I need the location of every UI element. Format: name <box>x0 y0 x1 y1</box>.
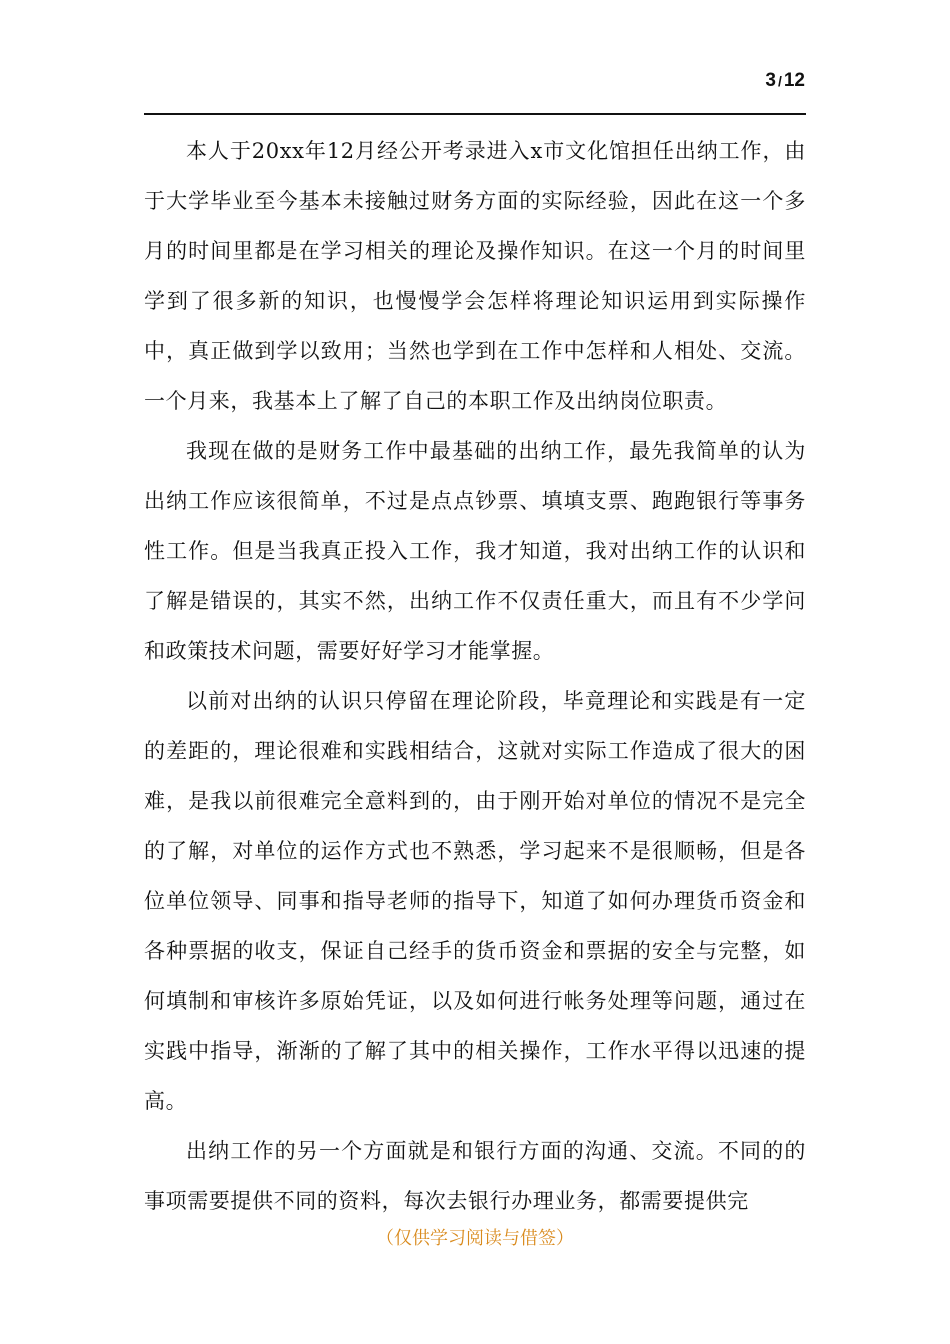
header-divider <box>144 113 806 115</box>
footer-note: （仅供学习阅读与借签） <box>376 1228 574 1249</box>
paragraph-4: 出纳工作的另一个方面就是和银行方面的沟通、交流。不同的的事项需要提供不同的资料，每次去银行办理业务，都需要提供完 <box>144 1139 806 1213</box>
page-separator: / <box>777 73 782 89</box>
paragraph-3: 以前对出纳的认识只停留在理论阶段，毕竟理论和实践是有一定的差距的，理论很难和实践相结合，这就对实际工作造成了很大的困难，是我以前很难完全意料到的，由于刚开始对单位的情况不是完全的了解，对单位的运作方式也不熟悉，学习起来不是很顺畅，但是各位单位领导、同事和指导老师的指导下，知道了如何办理货币资金和各种票据的收支，保证自己经手的货币资金和票据的安全与完整，如何填制和审核许多原始凭证，以及如何进行帐务处理等问题，通过在实践中指导，渐渐的了解了其中的相关操作，工作水平得以迅速的提高。 <box>144 689 806 1113</box>
paragraph-2: 我现在做的是财务工作中最基础的出纳工作，最先我简单的认为出纳工作应该很简单，不过是点点钞票、填填支票、跑跑银行等事务性工作。但是当我真正投入工作，我才知道，我对出纳工作的认识和了解是错误的，其实不然，出纳工作不仅责任重大，而且有不少学问和政策技术问题，需要好好学习才能掌握。 <box>144 439 806 663</box>
document-body <box>144 126 806 1226</box>
paragraph-1: 本人于20xx年12月经公开考录进入x市文化馆担任出纳工作，由于大学毕业至今基本未接触过财务方面的实际经验，因此在这一个多月的时间里都是在学习相关的理论及操作知识。在这一个月的时间里学到了很多新的知识，也慢慢学会怎样将理论知识运用到实际操作中，真正做到学以致用；当然也学到在工作中怎样和人相处、交流。一个月来，我基本上了解了自己的本职工作及出纳岗位职责。 <box>144 139 806 413</box>
page-current: 3 <box>765 70 776 91</box>
page-total: 12 <box>783 70 805 91</box>
page-number <box>765 70 805 92</box>
